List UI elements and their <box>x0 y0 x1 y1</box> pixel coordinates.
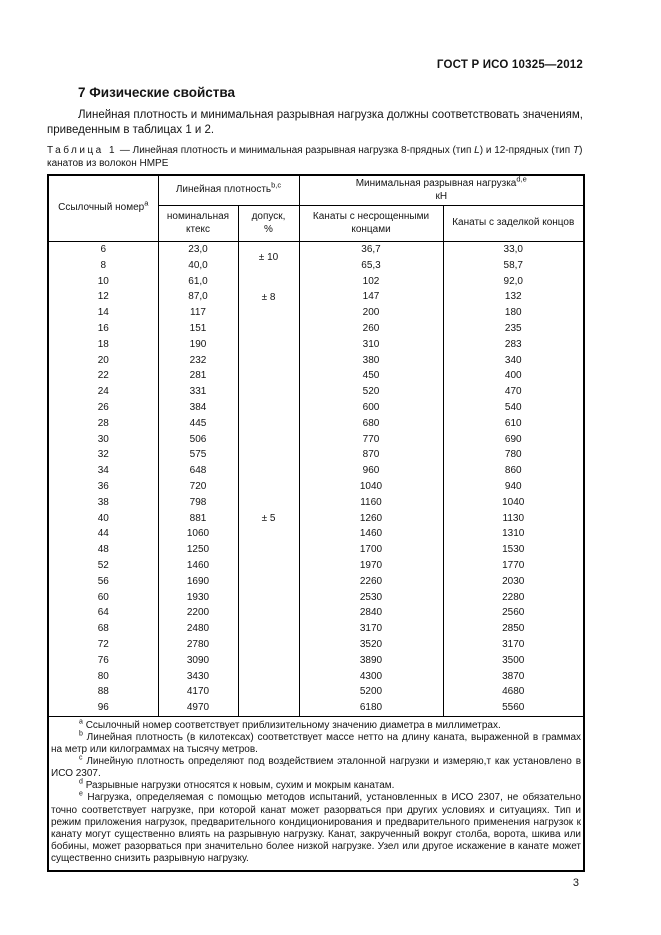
header-breaking-load-unit: кН <box>435 190 448 202</box>
table-row <box>48 353 584 369</box>
nominal-ktex-cell: 384 <box>158 400 238 416</box>
tolerance-cell: ± 5 <box>238 511 299 527</box>
nominal-ktex-cell: 445 <box>158 416 238 432</box>
unspliced-load-cell: 65,3 <box>299 258 443 274</box>
footnote <box>51 756 581 780</box>
nominal-ktex-cell: 798 <box>158 495 238 511</box>
ref-number-cell: 40 <box>48 511 158 527</box>
unspliced-load-cell: 2840 <box>299 605 443 621</box>
tolerance-cell <box>238 684 299 700</box>
table-row <box>48 542 584 558</box>
header-tolerance: допуск, % <box>238 206 299 242</box>
unspliced-load-cell: 1260 <box>299 511 443 527</box>
unspliced-load-cell: 4300 <box>299 669 443 685</box>
tolerance-cell <box>238 526 299 542</box>
footnote <box>51 732 581 756</box>
nominal-ktex-cell: 3430 <box>158 669 238 685</box>
unspliced-load-cell: 2260 <box>299 574 443 590</box>
unspliced-load-cell: 3170 <box>299 621 443 637</box>
tolerance-cell <box>238 353 299 369</box>
ref-number-cell: 10 <box>48 274 158 290</box>
intro-paragraph: Линейная плотность и минимальная разрывная нагрузка должны соответствовать значениям, приведенным в таблицах 1 и 2. <box>47 109 583 137</box>
ref-number-cell: 8 <box>48 258 158 274</box>
tolerance-cell <box>238 558 299 574</box>
nominal-ktex-cell: 331 <box>158 384 238 400</box>
spliced-load-cell: 340 <box>443 353 584 369</box>
unspliced-load-cell: 6180 <box>299 700 443 716</box>
table-row <box>48 684 584 700</box>
unspliced-load-cell: 520 <box>299 384 443 400</box>
nominal-ktex-cell: 1690 <box>158 574 238 590</box>
table-row <box>48 605 584 621</box>
spliced-load-cell: 540 <box>443 400 584 416</box>
tolerance-cell <box>238 605 299 621</box>
spliced-load-cell: 92,0 <box>443 274 584 290</box>
table-row <box>48 621 584 637</box>
table-header <box>48 175 584 242</box>
spliced-load-cell: 58,7 <box>443 258 584 274</box>
table-footnotes-section <box>48 716 584 871</box>
doc-code-header: ГОСТ Р ИСО 10325—2012 <box>436 59 583 71</box>
nominal-ktex-cell: 281 <box>158 368 238 384</box>
table-body <box>48 242 584 717</box>
spliced-load-cell: 470 <box>443 384 584 400</box>
footnote-text: Нагрузка, определяемая с помощью методов испытаний, установленных в ИСО 2307, не обязательно точно соответствует нагрузке, при которой канат может разорваться при других условиях и ситуациях. Тип и режим приложения нагрузок, предварительного кондиционирования и предварительного применения нагрузок к канату могут существенно влиять на разрывную нагрузку. Канат, закрученный вокруг столба, ворота, шкива или бобины, может разорваться при значительно более низкой нагрузке. Узел или другое искажение в канате может существенно снизить разрывную нагрузку. <box>51 792 582 864</box>
table-row <box>48 700 584 716</box>
tolerance-cell <box>238 590 299 606</box>
spliced-load-cell: 235 <box>443 321 584 337</box>
unspliced-load-cell: 450 <box>299 368 443 384</box>
ref-number-cell: 24 <box>48 384 158 400</box>
ref-number-cell: 34 <box>48 463 158 479</box>
spliced-load-cell: 1130 <box>443 511 584 527</box>
ref-number-cell: 72 <box>48 637 158 653</box>
tolerance-cell <box>238 637 299 653</box>
table-row <box>48 637 584 653</box>
nominal-ktex-cell: 575 <box>158 447 238 463</box>
spliced-load-cell: 5560 <box>443 700 584 716</box>
spliced-load-cell: 4680 <box>443 684 584 700</box>
tolerance-cell <box>238 621 299 637</box>
spliced-load-cell: 2850 <box>443 621 584 637</box>
table-row <box>48 447 584 463</box>
tolerance-cell <box>238 337 299 353</box>
nominal-ktex-cell: 2780 <box>158 637 238 653</box>
tolerance-cell <box>238 368 299 384</box>
properties-table <box>47 174 585 872</box>
nominal-ktex-cell: 23,0 <box>158 242 238 258</box>
footnote <box>51 792 581 865</box>
nominal-ktex-cell: 1930 <box>158 590 238 606</box>
table-row <box>48 590 584 606</box>
table-row <box>48 337 584 353</box>
spliced-load-cell: 690 <box>443 432 584 448</box>
tolerance-cell <box>238 321 299 337</box>
table-row <box>48 495 584 511</box>
ref-number-cell: 22 <box>48 368 158 384</box>
unspliced-load-cell: 36,7 <box>299 242 443 258</box>
footnote-marker: a <box>79 718 83 726</box>
footnote-text: Линейная плотность (в килотексах) соответствует массе нетто на длину каната, выраженной в граммах на метр или килограммах на тысячу метров. <box>51 732 582 756</box>
table-row <box>48 479 584 495</box>
ref-number-cell: 68 <box>48 621 158 637</box>
footnote-text: Линейную плотность определяют под воздействием эталонной нагрузки и измеряю,т как установлено в ИСО 2307. <box>51 756 582 780</box>
table-row <box>48 274 584 290</box>
spliced-load-cell: 860 <box>443 463 584 479</box>
ref-number-cell: 12 <box>48 289 158 305</box>
ref-number-cell: 44 <box>48 526 158 542</box>
spliced-load-cell: 3870 <box>443 669 584 685</box>
unspliced-load-cell: 600 <box>299 400 443 416</box>
spliced-load-cell: 1310 <box>443 526 584 542</box>
ref-number-cell: 26 <box>48 400 158 416</box>
spliced-load-cell: 2030 <box>443 574 584 590</box>
footnote-marker: b <box>79 730 83 738</box>
footnote-marker: c <box>79 754 83 762</box>
nominal-ktex-cell: 720 <box>158 479 238 495</box>
table-row <box>48 669 584 685</box>
unspliced-load-cell: 310 <box>299 337 443 353</box>
spliced-load-cell: 3170 <box>443 637 584 653</box>
tolerance-cell <box>238 432 299 448</box>
footnote-text: Разрывные нагрузки относятся к новым, сухим и мокрым канатам. <box>85 780 395 792</box>
ref-number-cell: 18 <box>48 337 158 353</box>
tolerance-cell: ± 10 <box>238 242 299 274</box>
spliced-load-cell: 2280 <box>443 590 584 606</box>
tolerance-cell <box>238 542 299 558</box>
unspliced-load-cell: 3890 <box>299 653 443 669</box>
footnote-marker: e <box>79 791 83 799</box>
ref-number-cell: 52 <box>48 558 158 574</box>
unspliced-load-cell: 960 <box>299 463 443 479</box>
table-footnotes <box>48 716 584 871</box>
tolerance-cell: ± 8 <box>238 289 299 305</box>
ref-number-cell: 38 <box>48 495 158 511</box>
ref-number-cell: 32 <box>48 447 158 463</box>
tolerance-cell <box>238 384 299 400</box>
ref-number-cell: 30 <box>48 432 158 448</box>
table-row <box>48 321 584 337</box>
unspliced-load-cell: 680 <box>299 416 443 432</box>
spliced-load-cell: 400 <box>443 368 584 384</box>
unspliced-load-cell: 1970 <box>299 558 443 574</box>
table-row <box>48 305 584 321</box>
table-row <box>48 368 584 384</box>
tolerance-cell <box>238 463 299 479</box>
unspliced-load-cell: 870 <box>299 447 443 463</box>
tolerance-cell <box>238 653 299 669</box>
header-ref-number: Ссылочный номер$^a$ <box>48 175 158 242</box>
ref-number-cell: 20 <box>48 353 158 369</box>
ref-number-cell: 6 <box>48 242 158 258</box>
spliced-load-cell: 3500 <box>443 653 584 669</box>
table-row <box>48 653 584 669</box>
nominal-ktex-cell: 3090 <box>158 653 238 669</box>
table-row <box>48 558 584 574</box>
table-row <box>48 400 584 416</box>
header-breaking-load-group: Минимальная разрывная нагрузка$^{d,e}$ кН <box>299 175 584 206</box>
header-unspliced-ropes: Канаты с несрощенными концами <box>299 206 443 242</box>
ref-number-cell: 56 <box>48 574 158 590</box>
unspliced-load-cell: 1040 <box>299 479 443 495</box>
rope-type-t: T <box>572 145 580 157</box>
tolerance-cell <box>238 700 299 716</box>
ref-number-cell: 14 <box>48 305 158 321</box>
nominal-ktex-cell: 232 <box>158 353 238 369</box>
ref-number-cell: 16 <box>48 321 158 337</box>
spliced-load-cell: 132 <box>443 289 584 305</box>
table-row <box>48 526 584 542</box>
ref-number-cell: 60 <box>48 590 158 606</box>
unspliced-load-cell: 770 <box>299 432 443 448</box>
spliced-load-cell: 2560 <box>443 605 584 621</box>
unspliced-load-cell: 2530 <box>299 590 443 606</box>
footnote <box>51 780 581 792</box>
spliced-load-cell: 33,0 <box>443 242 584 258</box>
nominal-ktex-cell: 648 <box>158 463 238 479</box>
table-row <box>48 432 584 448</box>
header-nominal-ktex: номинальная ктекс <box>158 206 238 242</box>
table-row <box>48 511 584 527</box>
unspliced-load-cell: 1460 <box>299 526 443 542</box>
unspliced-load-cell: 1700 <box>299 542 443 558</box>
unspliced-load-cell: 102 <box>299 274 443 290</box>
rope-type-l: L <box>474 145 480 157</box>
footnote <box>51 720 581 732</box>
spliced-load-cell: 780 <box>443 447 584 463</box>
unspliced-load-cell: 5200 <box>299 684 443 700</box>
ref-number-cell: 88 <box>48 684 158 700</box>
unspliced-load-cell: 380 <box>299 353 443 369</box>
nominal-ktex-cell: 1460 <box>158 558 238 574</box>
ref-number-cell: 28 <box>48 416 158 432</box>
ref-number-cell: 64 <box>48 605 158 621</box>
ref-number-cell: 36 <box>48 479 158 495</box>
nominal-ktex-cell: 506 <box>158 432 238 448</box>
table-row <box>48 416 584 432</box>
table-row <box>48 463 584 479</box>
spliced-load-cell: 180 <box>443 305 584 321</box>
ref-number-cell: 48 <box>48 542 158 558</box>
table-caption: Таблица 1 — Линейная плотность и минимальная разрывная нагрузка 8-прядных (тип L) и 12-прядных (тип T) канатов из волокон HMPE <box>47 145 583 170</box>
ref-number-cell: 76 <box>48 653 158 669</box>
table-row <box>48 242 584 258</box>
tolerance-cell <box>238 400 299 416</box>
table-caption-label: Таблица 1 <box>47 145 118 157</box>
tolerance-cell <box>238 447 299 463</box>
tolerance-cell <box>238 274 299 290</box>
tolerance-cell <box>238 574 299 590</box>
tolerance-cell <box>238 416 299 432</box>
page-number: 3 <box>572 877 579 890</box>
table-row <box>48 289 584 305</box>
spliced-load-cell: 610 <box>443 416 584 432</box>
unspliced-load-cell: 200 <box>299 305 443 321</box>
nominal-ktex-cell: 2480 <box>158 621 238 637</box>
nominal-ktex-cell: 1060 <box>158 526 238 542</box>
section-title: 7 Физические свойства <box>78 85 236 100</box>
tolerance-cell <box>238 479 299 495</box>
footnote-marker: d <box>79 779 83 787</box>
unspliced-load-cell: 3520 <box>299 637 443 653</box>
nominal-ktex-cell: 4170 <box>158 684 238 700</box>
table-row <box>48 384 584 400</box>
nominal-ktex-cell: 4970 <box>158 700 238 716</box>
unspliced-load-cell: 147 <box>299 289 443 305</box>
spliced-load-cell: 1040 <box>443 495 584 511</box>
header-linear-density-group: Линейная плотность$^{b,c}$ <box>158 175 299 206</box>
nominal-ktex-cell: 1250 <box>158 542 238 558</box>
footnote-text: Ссылочный номер соответствует приблизительному значению диаметра в миллиметрах. <box>85 719 501 731</box>
unspliced-load-cell: 260 <box>299 321 443 337</box>
tolerance-cell <box>238 305 299 321</box>
unspliced-load-cell: 1160 <box>299 495 443 511</box>
ref-number-cell: 80 <box>48 669 158 685</box>
spliced-load-cell: 1770 <box>443 558 584 574</box>
page-content <box>47 0 583 889</box>
ref-number-cell: 96 <box>48 700 158 716</box>
nominal-ktex-cell: 190 <box>158 337 238 353</box>
nominal-ktex-cell: 151 <box>158 321 238 337</box>
spliced-load-cell: 940 <box>443 479 584 495</box>
nominal-ktex-cell: 61,0 <box>158 274 238 290</box>
nominal-ktex-cell: 117 <box>158 305 238 321</box>
tolerance-cell <box>238 495 299 511</box>
spliced-load-cell: 283 <box>443 337 584 353</box>
nominal-ktex-cell: 87,0 <box>158 289 238 305</box>
table-row <box>48 258 584 274</box>
spliced-load-cell: 1530 <box>443 542 584 558</box>
nominal-ktex-cell: 40,0 <box>158 258 238 274</box>
table-row <box>48 574 584 590</box>
tolerance-cell <box>238 669 299 685</box>
nominal-ktex-cell: 2200 <box>158 605 238 621</box>
header-spliced-ropes: Канаты с заделкой концов <box>443 206 584 242</box>
nominal-ktex-cell: 881 <box>158 511 238 527</box>
